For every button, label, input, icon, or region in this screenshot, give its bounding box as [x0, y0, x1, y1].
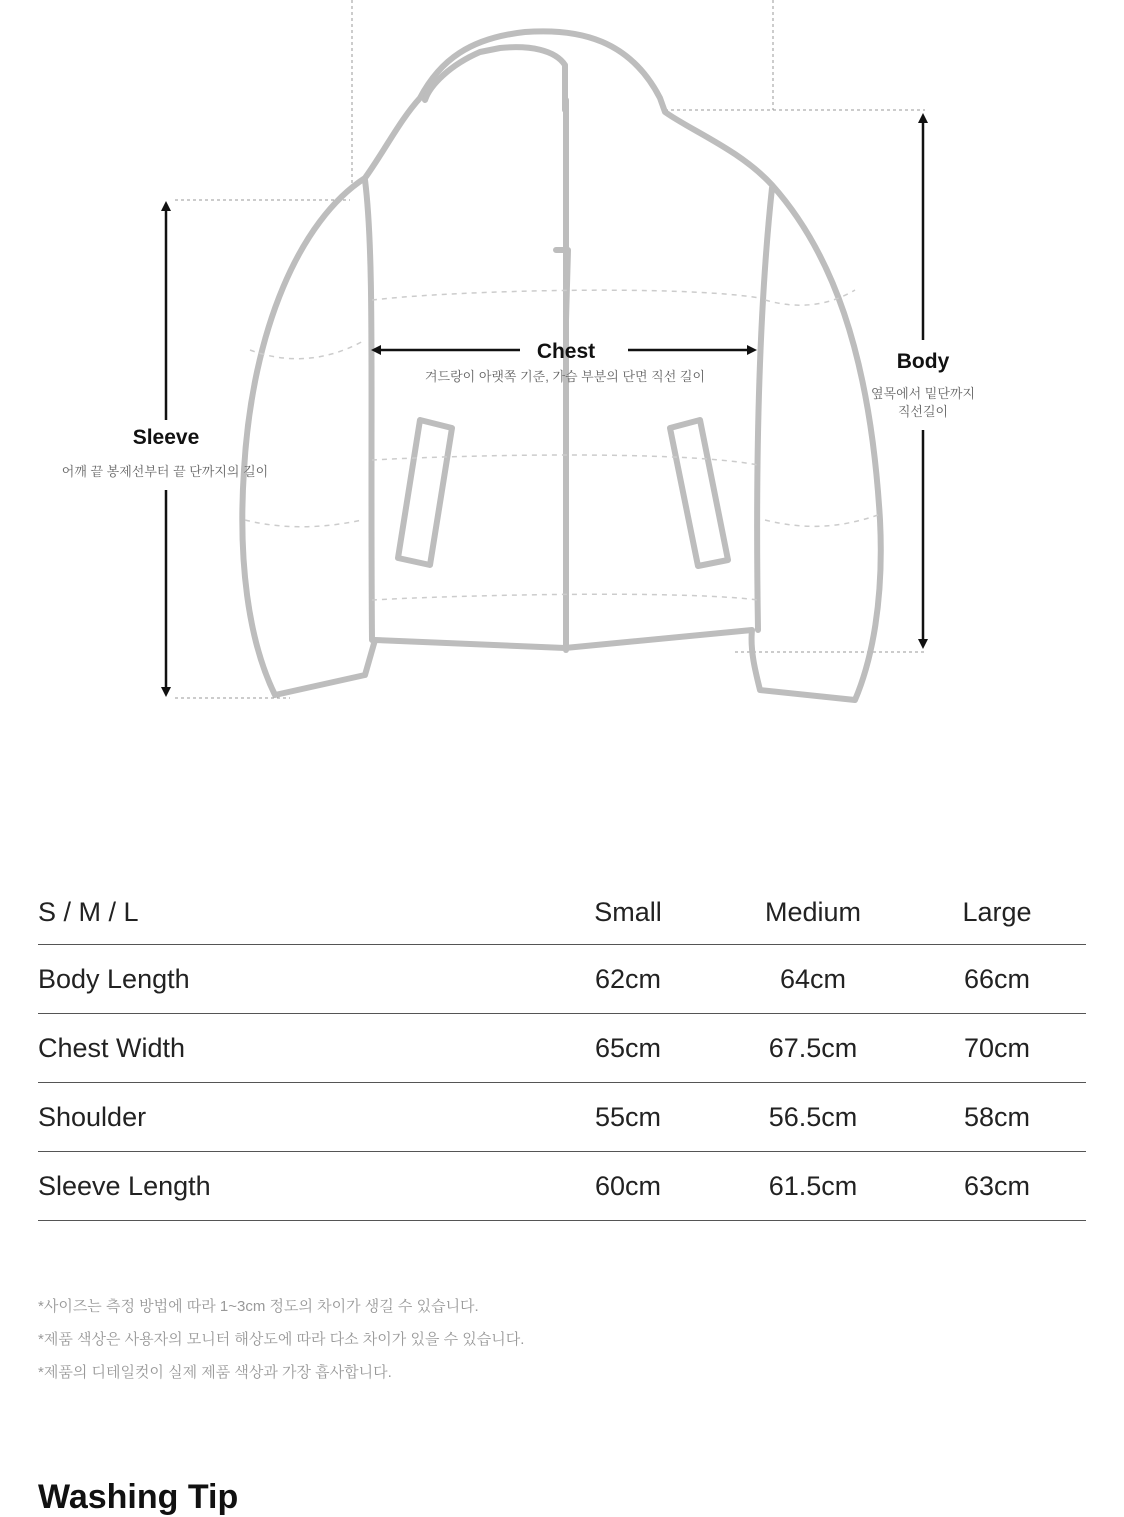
cell-small: 60cm: [538, 1152, 718, 1221]
cell-large: 70cm: [908, 1014, 1086, 1083]
cell-medium: 56.5cm: [718, 1083, 908, 1152]
color-note: *제품 색상은 사용자의 모니터 해상도에 따라 다소 차이가 있을 수 있습니다.: [38, 1331, 525, 1348]
body-label: [873, 350, 973, 374]
body-note-line2: 직선길이: [897, 404, 949, 419]
detail-note: *제품의 디테일컷이 실제 제품 색상과 가장 흡사합니다.: [38, 1364, 392, 1381]
measurement-arrows: [166, 118, 923, 692]
chest-note: 겨드랑이 아랫쪽 기준, 가슴 부분의 단면 직선 길이: [424, 369, 706, 384]
body-title: Body: [896, 350, 950, 373]
quilt-lines: [245, 290, 878, 600]
chest-label: [486, 340, 646, 364]
cell-large: 66cm: [908, 945, 1086, 1014]
table-row: [38, 1014, 1086, 1083]
sleeve-note: 어깨 끝 봉제선부터 끝 단까지의 길이: [61, 464, 269, 479]
cell-medium: 64cm: [718, 945, 908, 1014]
cell-medium: 67.5cm: [718, 1014, 908, 1083]
jacket-shape: [242, 31, 880, 700]
header-large: Large: [908, 880, 1086, 945]
cell-small: 62cm: [538, 945, 718, 1014]
size-table-header-row: [38, 880, 1086, 945]
size-note: *사이즈는 측정 방법에 따라 1~3cm 정도의 차이가 생길 수 있습니다.: [38, 1298, 479, 1315]
row-label: Body Length: [38, 945, 538, 1014]
cell-medium: 61.5cm: [718, 1152, 908, 1221]
table-row: [38, 1152, 1086, 1221]
header-small: Small: [538, 880, 718, 945]
jacket-measurement-diagram: [0, 0, 1124, 740]
size-table: [38, 880, 1086, 1221]
sleeve-title: Sleeve: [132, 426, 200, 449]
cell-small: 65cm: [538, 1014, 718, 1083]
body-note-line1: 옆목에서 밑단까지: [870, 386, 976, 401]
size-notes: [38, 1290, 524, 1389]
row-label: Shoulder: [38, 1083, 538, 1152]
chest-title: Chest: [536, 340, 596, 363]
header-medium: Medium: [718, 880, 908, 945]
table-row: [38, 1083, 1086, 1152]
header-size-system: S / M / L: [38, 880, 538, 945]
body-note: [848, 385, 998, 421]
washing-tip-heading: Washing Tip: [38, 1478, 239, 1516]
sleeve-label: [106, 426, 226, 450]
cell-large: 63cm: [908, 1152, 1086, 1221]
cell-large: 58cm: [908, 1083, 1086, 1152]
row-label: Chest Width: [38, 1014, 538, 1083]
cell-small: 55cm: [538, 1083, 718, 1152]
table-row: [38, 945, 1086, 1014]
row-label: Sleeve Length: [38, 1152, 538, 1221]
